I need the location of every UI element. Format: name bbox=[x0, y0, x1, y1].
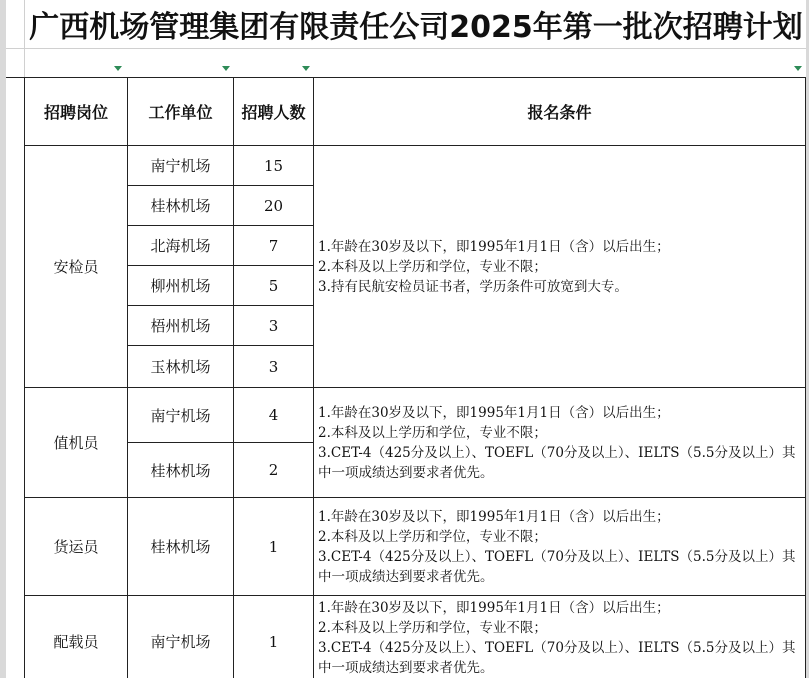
conditions-cell[interactable] bbox=[314, 146, 806, 388]
position-cell[interactable]: 安检员 bbox=[25, 146, 128, 388]
count-cell[interactable]: 1 bbox=[234, 498, 314, 596]
condition-line: 2.本科及以上学历和学位，专业不限； bbox=[318, 258, 547, 275]
condition-line: 1.年龄在30岁及以下，即1995年1月1日（含）以后出生； bbox=[318, 600, 670, 616]
unit-cell[interactable]: 南宁机场 bbox=[128, 388, 234, 443]
header-position[interactable]: 招聘岗位 bbox=[25, 78, 128, 146]
count-cell[interactable]: 1 bbox=[234, 596, 314, 678]
sheet-title[interactable]: 广西机场管理集团有限责任公司2025年第一批次招聘计划 bbox=[29, 10, 803, 45]
count-cell[interactable]: 2 bbox=[234, 443, 314, 498]
filter-dropdown-icon[interactable] bbox=[114, 66, 122, 71]
position-cell[interactable]: 配载员 bbox=[25, 596, 128, 678]
unit-cell[interactable]: 梧州机场 bbox=[128, 306, 234, 346]
condition-line: 1.年龄在30岁及以下，即1995年1月1日（含）以后出生； bbox=[318, 404, 670, 421]
filter-dropdown-icon[interactable] bbox=[222, 66, 230, 71]
condition-line: 3.CET-4（425分及以上）、TOEFL（70分及以上）、IELTS（5.5分及以上）其中一项成绩达到要求者优先。 bbox=[318, 640, 796, 676]
count-cell[interactable]: 3 bbox=[234, 346, 314, 388]
header-conditions[interactable]: 报名条件 bbox=[314, 78, 806, 146]
count-cell[interactable]: 4 bbox=[234, 388, 314, 443]
unit-cell[interactable]: 桂林机场 bbox=[128, 186, 234, 226]
count-cell[interactable]: 20 bbox=[234, 186, 314, 226]
condition-line: 2.本科及以上学历和学位，专业不限； bbox=[318, 528, 547, 545]
conditions-cell[interactable] bbox=[314, 388, 806, 498]
unit-cell[interactable]: 柳州机场 bbox=[128, 266, 234, 306]
unit-cell[interactable]: 南宁机场 bbox=[128, 146, 234, 186]
condition-line: 2.本科及以上学历和学位，专业不限； bbox=[318, 620, 547, 636]
filter-dropdown-icon[interactable] bbox=[302, 66, 310, 71]
position-cell[interactable]: 值机员 bbox=[25, 388, 128, 498]
unit-cell[interactable]: 南宁机场 bbox=[128, 596, 234, 678]
condition-line: 2.本科及以上学历和学位，专业不限； bbox=[318, 424, 547, 441]
unit-cell[interactable]: 桂林机场 bbox=[128, 498, 234, 596]
filter-dropdown-icon[interactable] bbox=[794, 66, 802, 71]
header-unit[interactable]: 工作单位 bbox=[128, 78, 234, 146]
header-count[interactable]: 招聘人数 bbox=[234, 78, 314, 146]
count-cell[interactable]: 3 bbox=[234, 306, 314, 346]
conditions-cell[interactable] bbox=[314, 596, 806, 678]
unit-cell[interactable]: 北海机场 bbox=[128, 226, 234, 266]
count-cell[interactable]: 15 bbox=[234, 146, 314, 186]
count-cell[interactable]: 7 bbox=[234, 226, 314, 266]
unit-cell[interactable]: 玉林机场 bbox=[128, 346, 234, 388]
condition-line: 3.CET-4（425分及以上）、TOEFL（70分及以上）、IELTS（5.5分及以上）其中一项成绩达到要求者优先。 bbox=[318, 548, 796, 585]
condition-line: 3.持有民航安检员证书者，学历条件可放宽到大专。 bbox=[318, 278, 628, 295]
position-cell[interactable]: 货运员 bbox=[25, 498, 128, 596]
spreadsheet-sheet bbox=[6, 0, 806, 678]
count-cell[interactable]: 5 bbox=[234, 266, 314, 306]
condition-line: 1.年龄在30岁及以下，即1995年1月1日（含）以后出生； bbox=[318, 508, 670, 525]
unit-cell[interactable]: 桂林机场 bbox=[128, 443, 234, 498]
condition-line: 3.CET-4（425分及以上）、TOEFL（70分及以上）、IELTS（5.5分及以上）其中一项成绩达到要求者优先。 bbox=[318, 444, 796, 481]
condition-line: 1.年龄在30岁及以下，即1995年1月1日（含）以后出生； bbox=[318, 238, 670, 255]
conditions-cell[interactable] bbox=[314, 498, 806, 596]
gridline bbox=[6, 48, 806, 49]
